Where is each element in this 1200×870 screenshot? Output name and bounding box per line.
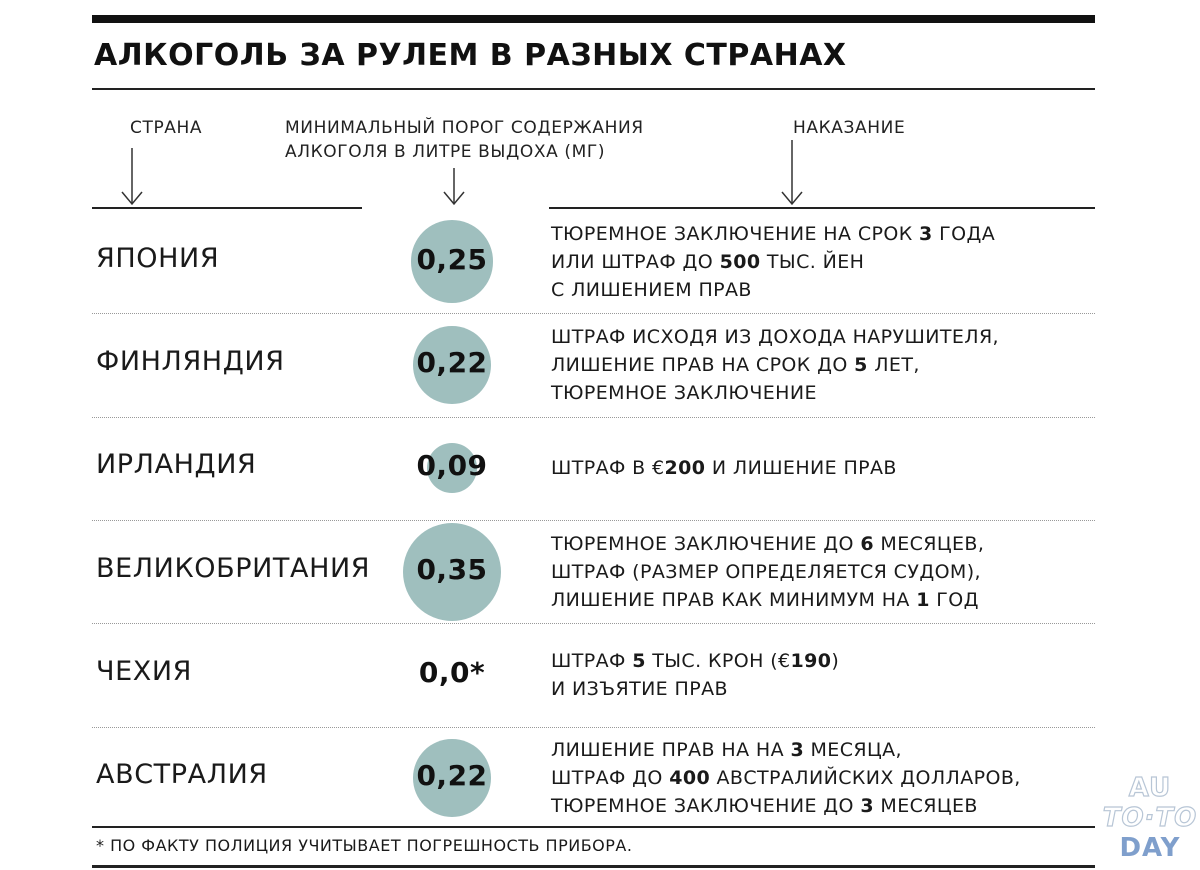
punishment-line: С ЛИШЕНИЕМ ПРАВ [551, 278, 752, 301]
punishment-text [551, 454, 897, 482]
row-separator [92, 520, 1095, 521]
country-name: ВЕЛИКОБРИТАНИЯ [96, 552, 371, 584]
column-header-country: СТРАНА [130, 118, 203, 138]
threshold-value: 0,09 [416, 449, 488, 483]
arrow-down-icon [120, 148, 144, 208]
column-header-threshold-line2: АЛКОГОЛЯ В ЛИТРЕ ВЫДОХА (МГ) [285, 142, 606, 162]
punishment-line: ШТРАФ ИСХОДЯ ИЗ ДОХОДА НАРУШИТЕЛЯ, [551, 325, 999, 348]
punishment-line: ТЮРЕМНОЕ ЗАКЛЮЧЕНИЕ НА СРОК 3 ГОДА [551, 222, 996, 245]
punishment-line: ШТРАФ (РАЗМЕР ОПРЕДЕЛЯЕТСЯ СУДОМ), [551, 560, 981, 583]
punishment-line: И ИЗЪЯТИЕ ПРАВ [551, 677, 728, 700]
column-header-threshold [285, 116, 644, 164]
threshold-value: 0,22 [416, 759, 488, 793]
watermark-line1: AU [1128, 773, 1172, 803]
threshold-value: 0,25 [416, 242, 488, 276]
threshold-value: 0,22 [416, 345, 488, 379]
row-separator [92, 623, 1095, 624]
punishment-line: ШТРАФ ДО 400 АВСТРАЛИЙСКИХ ДОЛЛАРОВ, [551, 767, 1021, 790]
row-separator [92, 417, 1095, 418]
punishment-text [551, 530, 984, 614]
punishment-text [551, 220, 995, 304]
top-rule [92, 15, 1095, 23]
punishment-line: ТЮРЕМНОЕ ЗАКЛЮЧЕНИЕ [551, 381, 817, 404]
bottom-rule [92, 826, 1095, 828]
watermark-line2: TO·TO [1102, 803, 1198, 833]
footnote: * ПО ФАКТУ ПОЛИЦИЯ УЧИТЫВАЕТ ПОГРЕШНОСТЬ ПРИБОРА. [96, 836, 633, 855]
punishment-line: ШТРАФ 5 ТЫС. КРОН (€190) [551, 649, 840, 672]
column-header-threshold-line1: МИНИМАЛЬНЫЙ ПОРОГ СОДЕРЖАНИЯ [285, 118, 644, 138]
punishment-line: ЛИШЕНИЕ ПРАВ КАК МИНИМУМ НА 1 ГОД [551, 588, 979, 611]
country-name: ЧЕХИЯ [96, 655, 193, 687]
title-divider [92, 88, 1095, 90]
bottom-rule-thick [92, 865, 1095, 868]
country-name: ЯПОНИЯ [96, 242, 220, 274]
row-separator [92, 727, 1095, 728]
punishment-line: ТЮРЕМНОЕ ЗАКЛЮЧЕНИЕ ДО 6 МЕСЯЦЕВ, [551, 532, 985, 555]
punishment-text [551, 736, 1021, 820]
arrow-down-icon [442, 168, 466, 208]
punishment-column-rule [549, 207, 1095, 209]
threshold-value: 0,0* [418, 655, 486, 689]
arrow-down-icon [780, 140, 804, 208]
punishment-line: ЛИШЕНИЕ ПРАВ НА НА 3 МЕСЯЦА, [551, 739, 902, 762]
country-name: ФИНЛЯНДИЯ [96, 345, 285, 377]
country-column-rule [92, 207, 362, 209]
column-header-punishment: НАКАЗАНИЕ [793, 118, 906, 138]
page-title: АЛКОГОЛЬ ЗА РУЛЕМ В РАЗНЫХ СТРАНАХ [94, 38, 847, 73]
punishment-line: ШТРАФ В €200 И ЛИШЕНИЕ ПРАВ [551, 457, 897, 480]
punishment-text [551, 647, 839, 703]
watermark-line3: DAY [1119, 833, 1181, 863]
watermark-logo [1102, 773, 1198, 863]
punishment-text [551, 323, 999, 407]
threshold-value: 0,35 [416, 552, 488, 586]
country-name: ИРЛАНДИЯ [96, 449, 257, 481]
country-name: АВСТРАЛИЯ [96, 759, 268, 791]
punishment-line: ТЮРЕМНОЕ ЗАКЛЮЧЕНИЕ ДО 3 МЕСЯЦЕВ [551, 795, 978, 818]
punishment-line: ЛИШЕНИЕ ПРАВ НА СРОК ДО 5 ЛЕТ, [551, 353, 920, 376]
punishment-line: ИЛИ ШТРАФ ДО 500 ТЫС. ЙЕН [551, 250, 865, 273]
row-separator [92, 313, 1095, 314]
